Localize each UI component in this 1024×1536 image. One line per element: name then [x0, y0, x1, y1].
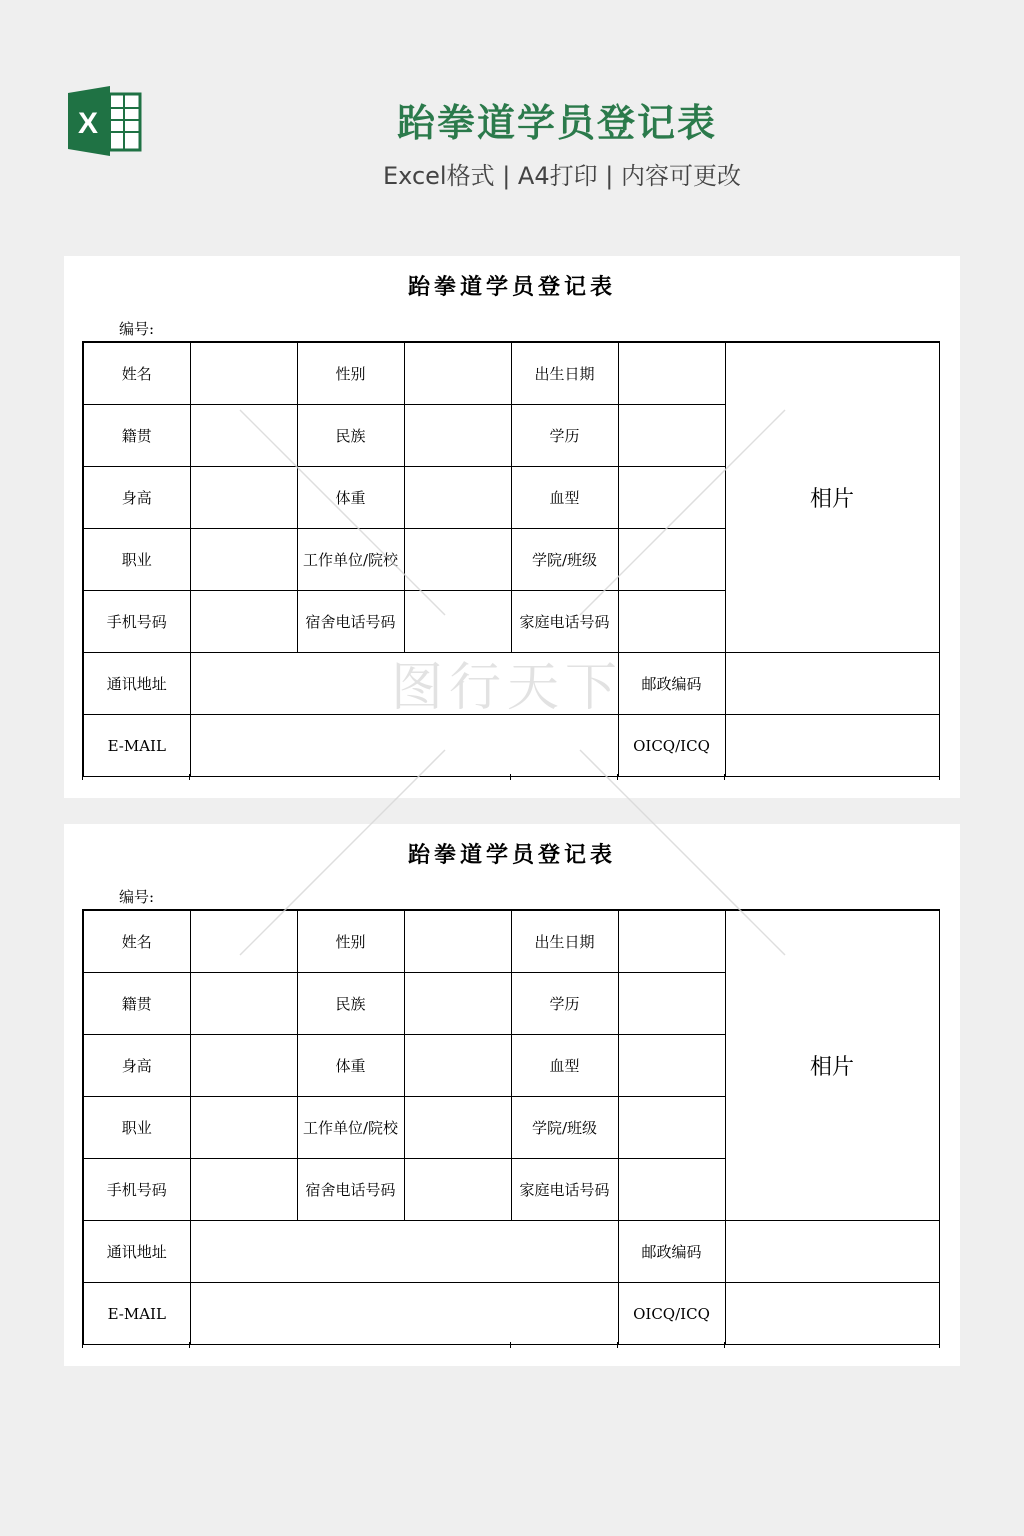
input-class[interactable]	[618, 1097, 725, 1159]
label-email: E-MAIL	[83, 1283, 190, 1345]
input-education[interactable]	[618, 405, 725, 467]
input-name[interactable]	[190, 342, 297, 405]
photo-cell[interactable]: 相片	[725, 910, 939, 1221]
input-birthdate[interactable]	[618, 342, 725, 405]
page-subtitle: Excel格式 | A4打印 | 内容可更改	[383, 162, 741, 190]
input-height[interactable]	[190, 467, 297, 529]
label-height: 身高	[83, 1035, 190, 1097]
input-im[interactable]	[725, 1283, 939, 1345]
label-mobile: 手机号码	[83, 1159, 190, 1221]
label-im: OICQ/ICQ	[618, 715, 725, 777]
input-native-place[interactable]	[190, 405, 297, 467]
label-weight: 体重	[297, 467, 404, 529]
table-row	[83, 715, 939, 777]
label-workplace: 工作单位/院校	[297, 1097, 404, 1159]
label-blood-type: 血型	[511, 1035, 618, 1097]
input-gender[interactable]	[404, 910, 511, 973]
input-address[interactable]	[190, 1221, 618, 1283]
input-blood-type[interactable]	[618, 1035, 725, 1097]
label-ethnicity: 民族	[297, 405, 404, 467]
label-address: 通讯地址	[83, 653, 190, 715]
row-continuation-marks	[82, 1342, 942, 1348]
label-dorm-phone: 宿舍电话号码	[297, 591, 404, 653]
input-email[interactable]	[190, 715, 618, 777]
input-weight[interactable]	[404, 1035, 511, 1097]
input-workplace[interactable]	[404, 1097, 511, 1159]
form-sheet-1	[64, 256, 960, 798]
input-mobile[interactable]	[190, 1159, 297, 1221]
label-education: 学历	[511, 973, 618, 1035]
sheet-title: 跆拳道学员登记表	[407, 274, 616, 300]
input-ethnicity[interactable]	[404, 973, 511, 1035]
input-birthdate[interactable]	[618, 910, 725, 973]
input-mobile[interactable]	[190, 591, 297, 653]
input-gender[interactable]	[404, 342, 511, 405]
label-name: 姓名	[83, 342, 190, 405]
label-education: 学历	[511, 405, 618, 467]
label-native-place: 籍贯	[83, 405, 190, 467]
label-home-phone: 家庭电话号码	[511, 591, 618, 653]
input-dorm-phone[interactable]	[404, 1159, 511, 1221]
label-name: 姓名	[83, 910, 190, 973]
table-row	[83, 1283, 939, 1345]
table-row	[83, 910, 939, 973]
label-dorm-phone: 宿舍电话号码	[297, 1159, 404, 1221]
input-postal-code[interactable]	[725, 1221, 939, 1283]
row-continuation-marks	[82, 774, 942, 780]
input-weight[interactable]	[404, 467, 511, 529]
label-workplace: 工作单位/院校	[297, 529, 404, 591]
input-postal-code[interactable]	[725, 653, 939, 715]
label-postal-code: 邮政编码	[618, 653, 725, 715]
input-address[interactable]	[190, 653, 618, 715]
label-ethnicity: 民族	[297, 973, 404, 1035]
label-class: 学院/班级	[511, 529, 618, 591]
input-education[interactable]	[618, 973, 725, 1035]
photo-cell[interactable]: 相片	[725, 342, 939, 653]
input-email[interactable]	[190, 1283, 618, 1345]
label-mobile: 手机号码	[83, 591, 190, 653]
number-label: 编号:	[119, 888, 155, 906]
label-im: OICQ/ICQ	[618, 1283, 725, 1345]
excel-logo-letter: X	[77, 107, 99, 140]
watermark-text: 图行天下	[390, 658, 624, 718]
label-gender: 性别	[297, 910, 404, 973]
input-workplace[interactable]	[404, 529, 511, 591]
label-class: 学院/班级	[511, 1097, 618, 1159]
page-title: 跆拳道学员登记表	[396, 101, 717, 145]
label-occupation: 职业	[83, 1097, 190, 1159]
label-blood-type: 血型	[511, 467, 618, 529]
number-label: 编号:	[119, 320, 155, 338]
table-row	[83, 653, 939, 715]
sheet-title: 跆拳道学员登记表	[407, 842, 616, 868]
label-home-phone: 家庭电话号码	[511, 1159, 618, 1221]
input-home-phone[interactable]	[618, 1159, 725, 1221]
input-height[interactable]	[190, 1035, 297, 1097]
label-address: 通讯地址	[83, 1221, 190, 1283]
label-occupation: 职业	[83, 529, 190, 591]
input-occupation[interactable]	[190, 529, 297, 591]
input-im[interactable]	[725, 715, 939, 777]
label-weight: 体重	[297, 1035, 404, 1097]
label-birthdate: 出生日期	[511, 910, 618, 973]
label-gender: 性别	[297, 342, 404, 405]
input-name[interactable]	[190, 910, 297, 973]
input-dorm-phone[interactable]	[404, 591, 511, 653]
label-email: E-MAIL	[83, 715, 190, 777]
input-native-place[interactable]	[190, 973, 297, 1035]
input-ethnicity[interactable]	[404, 405, 511, 467]
registration-table	[82, 341, 940, 777]
form-sheet-2	[64, 824, 960, 1366]
label-birthdate: 出生日期	[511, 342, 618, 405]
table-row	[83, 342, 939, 405]
label-postal-code: 邮政编码	[618, 1221, 725, 1283]
input-class[interactable]	[618, 529, 725, 591]
input-home-phone[interactable]	[618, 591, 725, 653]
input-blood-type[interactable]	[618, 467, 725, 529]
table-row	[83, 1221, 939, 1283]
label-native-place: 籍贯	[83, 973, 190, 1035]
input-occupation[interactable]	[190, 1097, 297, 1159]
registration-table	[82, 909, 940, 1345]
label-height: 身高	[83, 467, 190, 529]
